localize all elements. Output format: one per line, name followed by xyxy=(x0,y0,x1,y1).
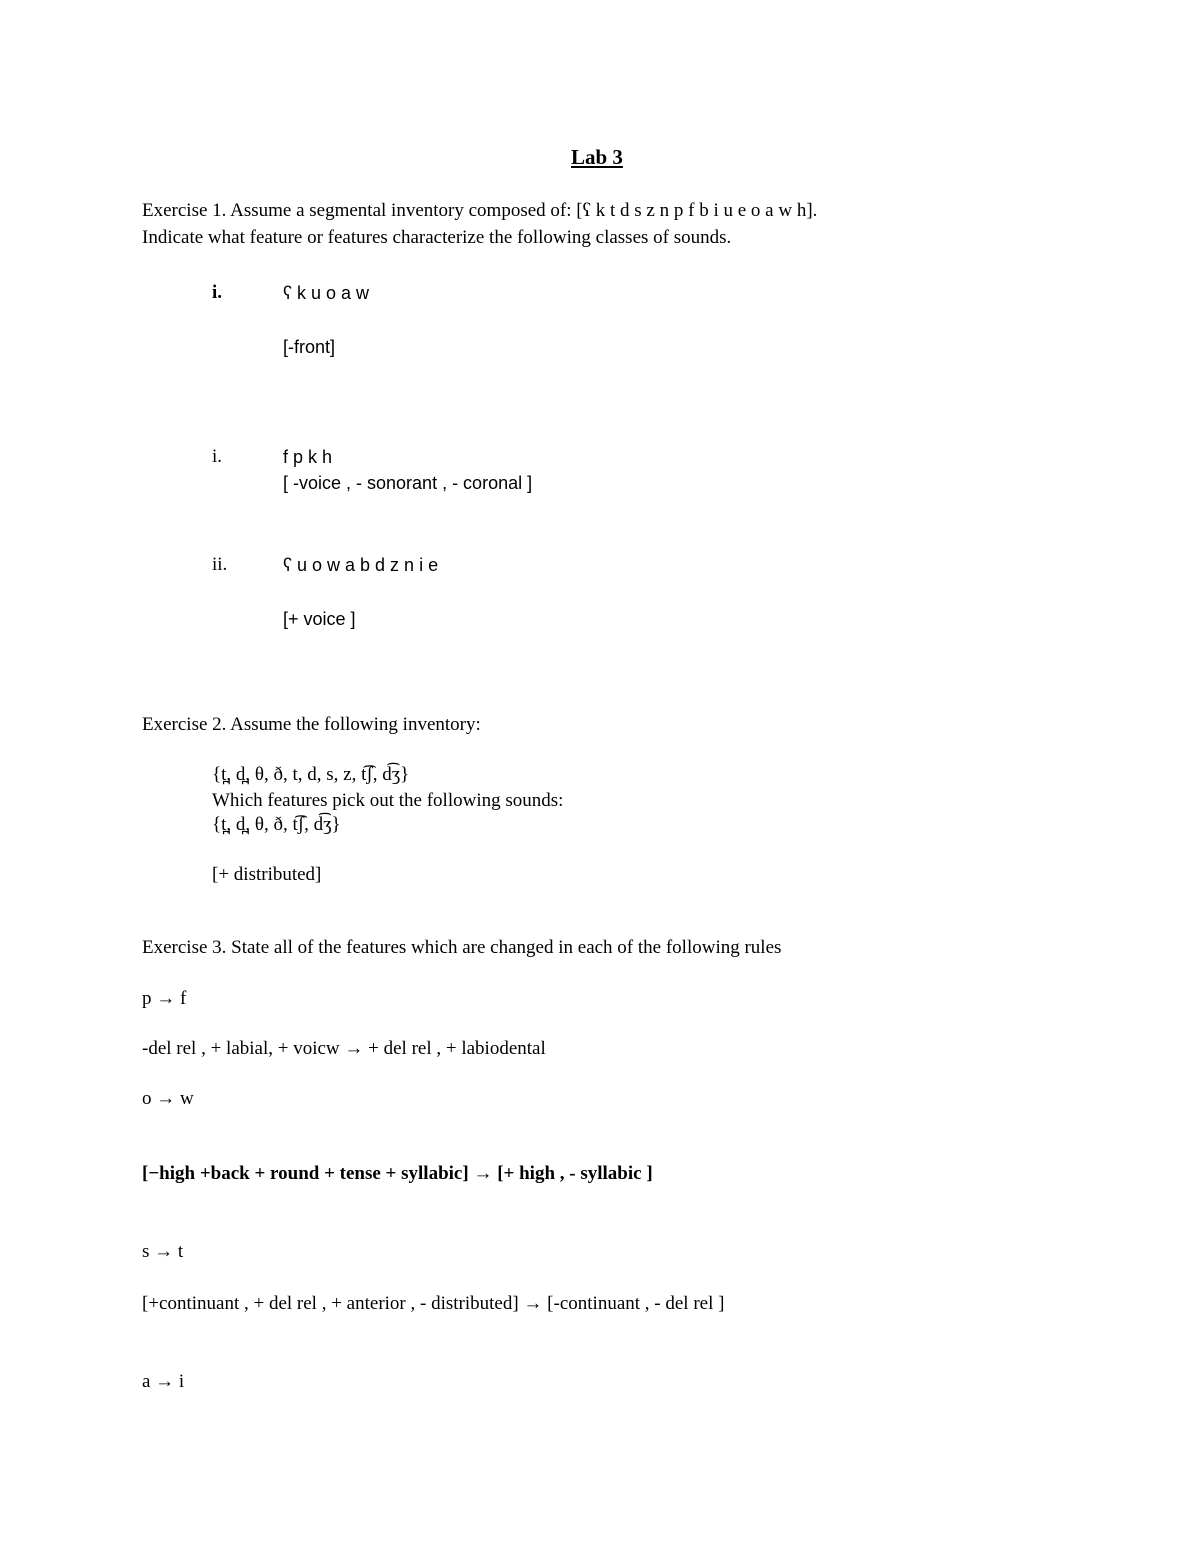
rule-2: o → w xyxy=(142,1088,194,1109)
exercise-2-answer: [+ distributed] xyxy=(212,864,322,885)
ex1-item-1-label: i. xyxy=(212,282,223,303)
exercise-2-question: Which features pick out the following sounds: xyxy=(212,790,564,811)
ex1-item-3-answer: [+ voice ] xyxy=(283,609,356,629)
exercise-1-prompt-line-2: Indicate what feature or features characterize the following classes of sounds. xyxy=(142,227,732,248)
rule-3-answer: [+continuant , + del rel , + anterior , - distributed] → [-continuant , - del rel ] xyxy=(142,1293,725,1314)
rule-3: s → t xyxy=(142,1241,184,1262)
page-title: Lab 3 xyxy=(571,145,623,169)
exercise-3-prompt: Exercise 3. State all of the features which are changed in each of the following rules xyxy=(142,937,782,958)
exercise-2-subset: {t̪, d̪, θ, ð, t͡ʃ, d͡ʒ} xyxy=(212,814,341,835)
ex1-item-2-sounds: f p k h xyxy=(283,447,333,467)
exercise-2-prompt: Exercise 2. Assume the following inventory: xyxy=(142,714,481,735)
ex1-item-3-sounds: ʕ u o w a b d z n i e xyxy=(283,555,439,575)
rule-1-answer: -del rel , + labial, + voicw → + del rel , + labiodental xyxy=(142,1038,546,1059)
ex1-item-1-answer: [-front] xyxy=(283,337,336,357)
ex1-item-1-sounds: ʕ k u o a w xyxy=(283,283,370,303)
ex1-item-2-label: i. xyxy=(212,446,223,467)
exercise-2-inventory: {t̪, d̪, θ, ð, t, d, s, z, t͡ʃ, d͡ʒ} xyxy=(212,764,410,785)
ex1-item-2-answer: [ -voice , - sonorant , - coronal ] xyxy=(283,473,533,493)
rule-4: a → i xyxy=(142,1371,185,1392)
ex1-item-3-label: ii. xyxy=(212,554,228,575)
rule-1: p → f xyxy=(142,988,187,1009)
exercise-1-prompt-line-1: Exercise 1. Assume a segmental inventory composed of: [ʕ k t d s z n p f b i u e o a w h]. xyxy=(142,200,818,221)
rule-2-answer: [−high +back + round + tense + syllabic] → [+ high , - syllabic ] xyxy=(142,1163,653,1184)
